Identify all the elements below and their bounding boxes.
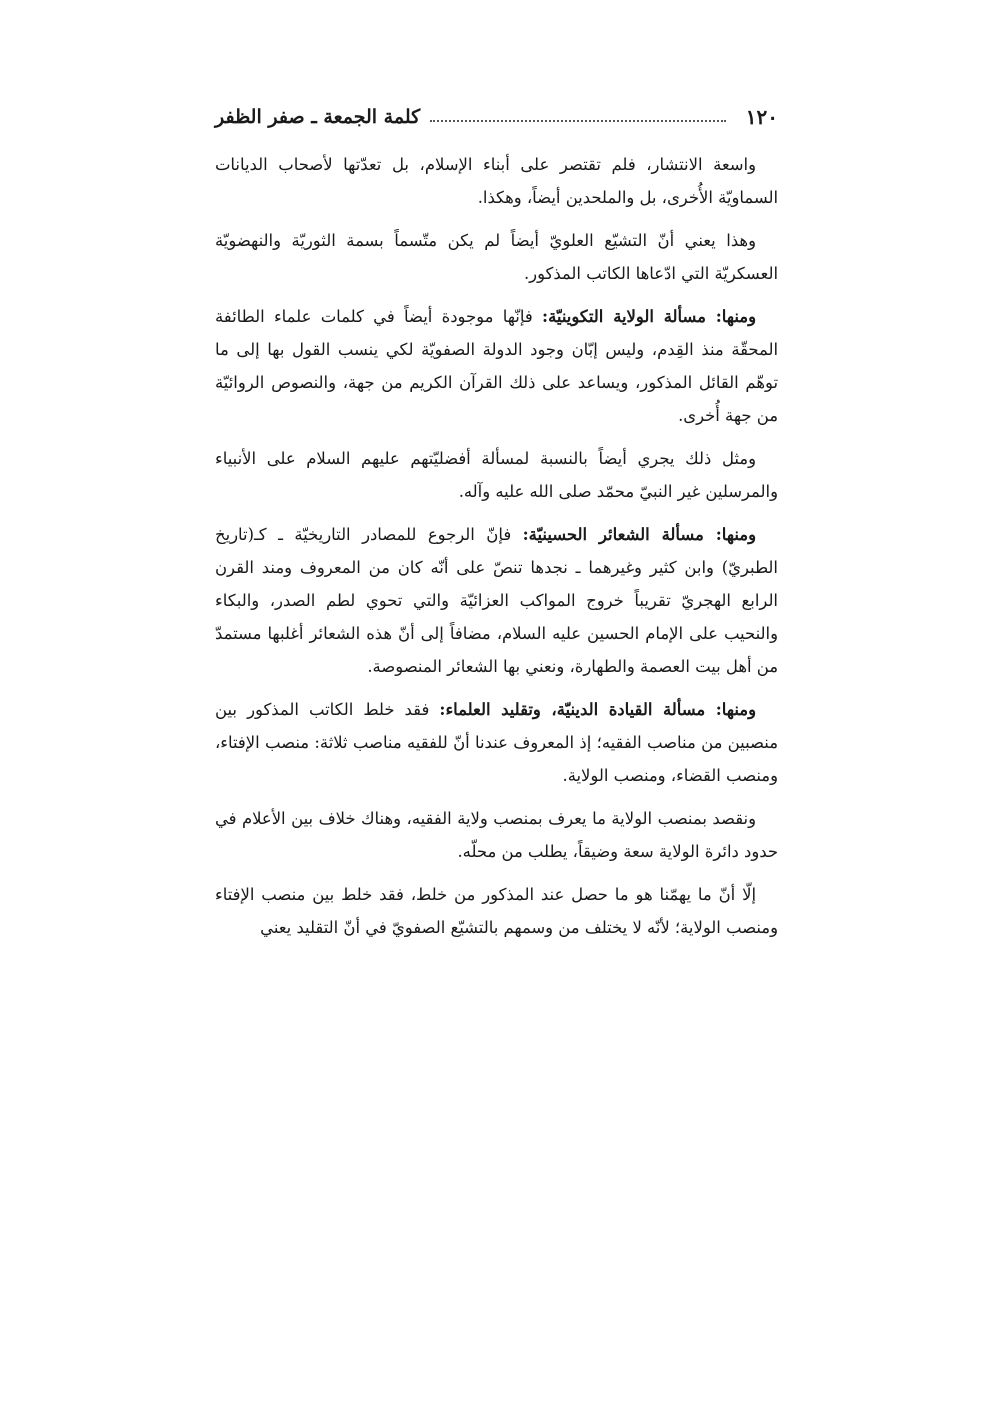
body-text (215, 148, 778, 954)
paragraph (215, 693, 778, 792)
paragraph-lead: ومنها: مسألة القيادة الدينيّة، وتقليد العلماء: (439, 700, 756, 719)
paragraph (215, 802, 778, 868)
paragraph-text: فقد خلط الكاتب المذكور بين منصبين من مناصب الفقيه؛ إذ المعروف عندنا أنّ للفقيه مناصب ثلاثة: منصب الإفتاء، ومنصب القضاء، ومنصب الولاية. (215, 700, 778, 785)
paragraph-lead: ومنها: مسألة الشعائر الحسينيّة: (522, 525, 756, 544)
running-title: كلمة الجمعة ـ صفر الظفر (215, 106, 421, 128)
paragraph-lead: ومنها: مسألة الولاية التكوينيّة: (542, 307, 756, 326)
page-number: ١٢٠ (745, 105, 778, 129)
paragraph (215, 878, 778, 944)
paragraph-text: فإنّها موجودة أيضاً في كلمات علماء الطائفة المحقّة منذ القِدم، وليس إبّان وجود الدولة الصفويّة لكي ينسب القول بها إلى ما توهّم القائل المذكور، ويساعد على ذلك القرآن الكريم من جهة، والنصوص الروائيّة من جهة أُخرى. (215, 307, 779, 425)
paragraph-text: ونقصد بمنصب الولاية ما يعرف بمنصب ولاية الفقيه، وهناك خلاف بين الأعلام في حدود دائرة الولاية سعة وضيقاً، يطلب من محلّه. (215, 809, 778, 861)
page-header (215, 100, 778, 134)
paragraph-text: وهذا يعني أنّ التشيّع العلويّ أيضاً لم يكن متّسماً بسمة الثوريّة والنهضويّة العسكريّة التي ادّعاها الكاتب المذكور. (215, 231, 778, 283)
paragraph (215, 148, 778, 214)
paragraph (215, 518, 778, 683)
header-dotted-leader (430, 120, 726, 122)
paragraph-text: إلّا أنّ ما يهمّنا هو ما حصل عند المذكور من خلط، فقد خلط بين منصب الإفتاء ومنصب الولاية؛ لأنّه لا يختلف من وسمهم بالتشيّع الصفويّ في أنّ التقليد يعني (215, 885, 778, 937)
paragraph-text: واسعة الانتشار، فلم تقتصر على أبناء الإسلام، بل تعدّتها لأصحاب الديانات السماويّة الأُخرى، بل والملحدين أيضاً، وهكذا. (215, 155, 778, 207)
paragraph (215, 300, 778, 432)
paragraph (215, 224, 778, 290)
paragraph (215, 442, 778, 508)
paragraph-text: ومثل ذلك يجري أيضاً بالنسبة لمسألة أفضليّتهم عليهم السلام على الأنبياء والمرسلين غير النبيّ محمّد صلى الله عليه وآله. (215, 449, 778, 501)
paragraph-text: فإنّ الرجوع للمصادر التاريخيّة ـ كـ(تاريخ الطبريّ) وابن كثير وغيرهما ـ نجدها تنصّ على أنّه كان من المعروف ومند القرن الرابع الهجريّ تقريباً خروج المواكب العزائيّة والتي تحوي لطم الصدر، والبكاء والنحيب على الإمام الحسين عليه السلام، مضافاً إلى أنّ هذه الشعائر أغلبها مستمدّ من أهل بيت العصمة والطهارة، ونعني بها الشعائر المنصوصة. (215, 525, 778, 676)
